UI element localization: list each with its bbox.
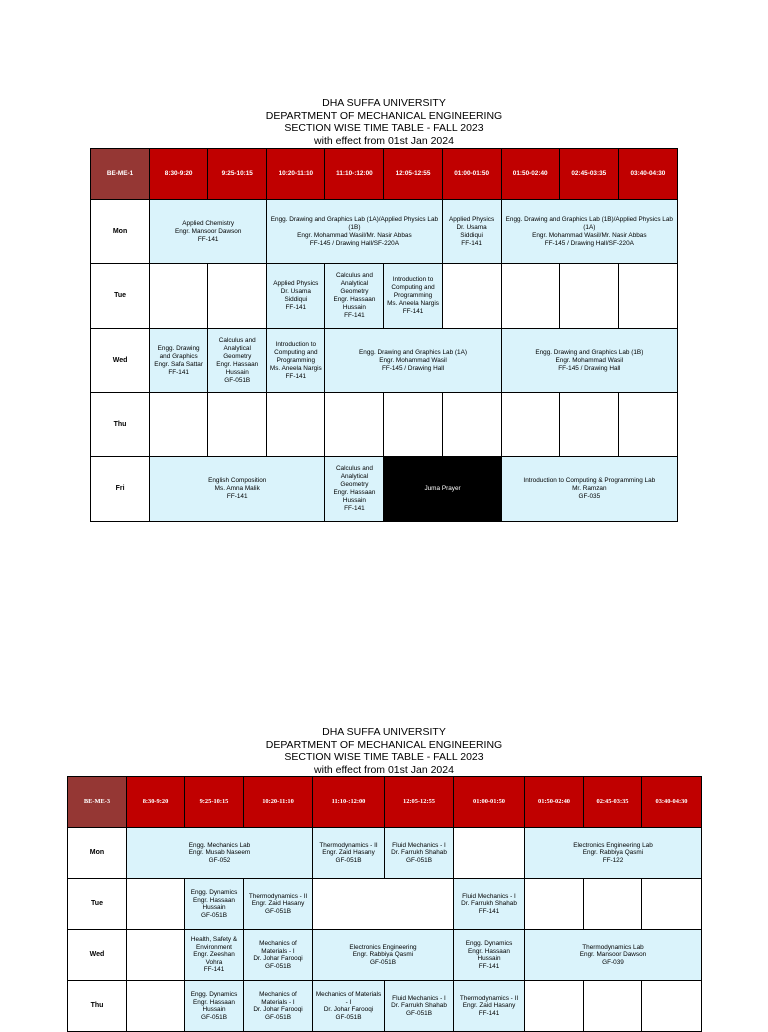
empty-cell — [559, 264, 618, 329]
day-label: Mon — [91, 200, 150, 264]
class-cell: Electronics Engineering Lab Engr. Rabbiya Qasmi FF-122 — [525, 828, 702, 879]
slot-header: 02:45-03:35 — [584, 777, 642, 828]
day-label: Wed — [68, 930, 127, 981]
day-label: Fri — [91, 457, 150, 522]
slot-header: 11:10-:12:00 — [313, 777, 385, 828]
empty-cell — [127, 879, 185, 930]
empty-cell — [127, 930, 185, 981]
empty-cell — [150, 393, 208, 457]
empty-cell — [442, 264, 501, 329]
class-cell: Introduction to Computing & Programming Lab Mr. Ramzan GF-035 — [501, 457, 677, 522]
day-row-mon — [68, 828, 702, 879]
university-name: DHA SUFFA UNIVERSITY — [322, 97, 446, 109]
department-name: DEPARTMENT OF MECHANICAL ENGINEERING — [265, 738, 503, 751]
day-label: Tue — [68, 879, 127, 930]
class-cell: Thermodynamics Lab Engr. Mansoor Dawson GF-039 — [525, 930, 702, 981]
class-cell: Health, Safety & Environment Engr. Zeeshan Vohra FF-141 — [185, 930, 244, 981]
class-cell: Thermodynamics - II Engr. Zaid Hasany GF-051B — [244, 879, 313, 930]
day-label: Thu — [91, 393, 150, 457]
empty-cell — [208, 264, 267, 329]
class-cell: Engg. Drawing and Graphics Lab (1A)/Applied Physics Lab (1B) Engr. Mohammad Wasil/Mr. Nasir Abbas FF-145 / Drawing Hall/SF-220A — [267, 200, 442, 264]
class-cell: Applied Physics Dr. Usama Siddiqui FF-141 — [442, 200, 501, 264]
day-row-wed — [68, 930, 702, 981]
day-row-wed — [91, 329, 678, 393]
class-cell: Engg. Drawing and Graphics Lab (1B) Engr. Mohammad Wasil FF-145 / Drawing Hall — [501, 329, 677, 393]
empty-cell — [618, 264, 677, 329]
class-cell: Electronics Engineering Engr. Rabbiya Qasmi GF-051B — [313, 930, 454, 981]
empty-cell — [642, 879, 702, 930]
empty-cell — [313, 879, 454, 930]
empty-cell — [525, 879, 584, 930]
class-cell: Fluid Mechanics - I Dr. Farrukh Shahab GF-051B — [385, 981, 454, 1032]
slot-header: 03:40-04:30 — [618, 149, 677, 200]
class-cell: Thermodynamics - II Engr. Zaid Hasany GF-051B — [313, 828, 385, 879]
slot-header: 01:50-02:40 — [525, 777, 584, 828]
class-cell: Fluid Mechanics - I Dr. Farrukh Shahab GF-051B — [385, 828, 454, 879]
empty-cell — [454, 828, 525, 879]
slot-header: 01:00-01:50 — [454, 777, 525, 828]
slot-header: 02:45-03:35 — [559, 149, 618, 200]
class-cell: Mechanics of Materials - I Dr. Johar Farooqi GF-051B — [244, 981, 313, 1032]
university-name: DHA SUFFA UNIVERSITY — [322, 726, 446, 738]
empty-cell — [442, 393, 501, 457]
slot-header: 9:25-10:15 — [208, 149, 267, 200]
class-cell: Engg. Drawing and Graphics Lab (1B)/Applied Physics Lab (1A) Engr. Mohammad Wasil/Mr. Nasir Abbas FF-145 / Drawing Hall/SF-220A — [501, 200, 677, 264]
class-cell: Mechanics of Materials - I Dr. Johar Farooqi GF-051B — [313, 981, 385, 1032]
slot-header: 01:50-02:40 — [501, 149, 559, 200]
empty-cell — [208, 393, 267, 457]
header-row — [91, 149, 678, 200]
empty-cell — [584, 879, 642, 930]
class-cell: Engg. Dynamics Engr. Hassaan Hussain GF-051B — [185, 879, 244, 930]
slot-header: 10:20-11:10 — [267, 149, 325, 200]
empty-cell — [325, 393, 384, 457]
class-cell: Engg. Dynamics Engr. Hassaan Hussain FF-141 — [454, 930, 525, 981]
juma-prayer-cell: Juma Prayer — [384, 457, 501, 522]
class-cell: Calculus and Analytical Geometry Engr. Hassaan Hussain FF-141 — [325, 457, 384, 522]
class-cell: Engg. Mechanics Lab Engr. Musab Naseem GF-052 — [127, 828, 313, 879]
empty-cell — [267, 393, 325, 457]
day-row-fri — [91, 457, 678, 522]
day-row-tue — [68, 879, 702, 930]
section-label: BE-ME-3 — [68, 777, 127, 828]
day-label: Wed — [91, 329, 150, 393]
slot-header: 11:10-:12:00 — [325, 149, 384, 200]
slot-header: 12:05-12:55 — [385, 777, 454, 828]
timetable-title: SECTION WISE TIME TABLE - FALL 2023 — [284, 751, 484, 763]
empty-cell — [618, 393, 677, 457]
class-cell: Engg. Drawing and Graphics Lab (1A) Engr. Mohammad Wasil FF-145 / Drawing Hall — [325, 329, 501, 393]
slot-header: 9:25-10:15 — [185, 777, 244, 828]
effective-date: with effect from 01st Jan 2024 — [314, 134, 454, 147]
class-cell: Thermodynamics - II Engr. Zaid Hasany FF-141 — [454, 981, 525, 1032]
day-row-thu — [91, 393, 678, 457]
empty-cell — [501, 393, 559, 457]
day-row-tue — [91, 264, 678, 329]
day-label: Tue — [91, 264, 150, 329]
timetable-title: SECTION WISE TIME TABLE - FALL 2023 — [284, 122, 484, 134]
day-row-mon — [91, 200, 678, 264]
class-cell: Engg. Drawing and Graphics Engr. Safa Sattar FF-141 — [150, 329, 208, 393]
header-row — [68, 777, 702, 828]
slot-header: 01:00-01:50 — [442, 149, 501, 200]
empty-cell — [150, 264, 208, 329]
timetable2-header — [0, 726, 768, 776]
class-cell: Applied Physics Dr. Usama Siddiqui FF-141 — [267, 264, 325, 329]
class-cell: Engg. Dynamics Engr. Hassaan Hussain GF-051B — [185, 981, 244, 1032]
timetable1-grid — [90, 148, 678, 522]
day-label: Mon — [68, 828, 127, 879]
class-cell: Calculus and Analytical Geometry Engr. Hassaan Hussain FF-141 — [325, 264, 384, 329]
class-cell: Fluid Mechanics - I Dr. Farrukh Shahab FF-141 — [454, 879, 525, 930]
class-cell: Mechanics of Materials - I Dr. Johar Farooqi GF-051B — [244, 930, 313, 981]
class-cell: Introduction to Computing and Programming Ms. Aneela Nargis FF-141 — [267, 329, 325, 393]
day-label: Thu — [68, 981, 127, 1032]
slot-header: 10:20-11:10 — [244, 777, 313, 828]
class-cell: Introduction to Computing and Programming Ms. Aneela Nargis FF-141 — [384, 264, 442, 329]
empty-cell — [501, 264, 559, 329]
class-cell: Applied Chemistry Engr. Mansoor Dawson FF-141 — [150, 200, 267, 264]
slot-header: 03:40-04:30 — [642, 777, 702, 828]
slot-header: 8:30-9:20 — [150, 149, 208, 200]
class-cell: English Composition Ms. Amna Malik FF-141 — [150, 457, 325, 522]
empty-cell — [559, 393, 618, 457]
empty-cell — [384, 393, 442, 457]
class-cell: Calculus and Analytical Geometry Engr. Hassaan Hussain GF-051B — [208, 329, 267, 393]
department-name: DEPARTMENT OF MECHANICAL ENGINEERING — [265, 109, 503, 122]
section-label: BE-ME-1 — [91, 149, 150, 200]
slot-header: 12:05-12:55 — [384, 149, 442, 200]
effective-date: with effect from 01st Jan 2024 — [314, 763, 454, 776]
timetable2-grid — [67, 776, 702, 1032]
slot-header: 8:30-9:20 — [127, 777, 185, 828]
timetable1-header — [0, 97, 768, 147]
